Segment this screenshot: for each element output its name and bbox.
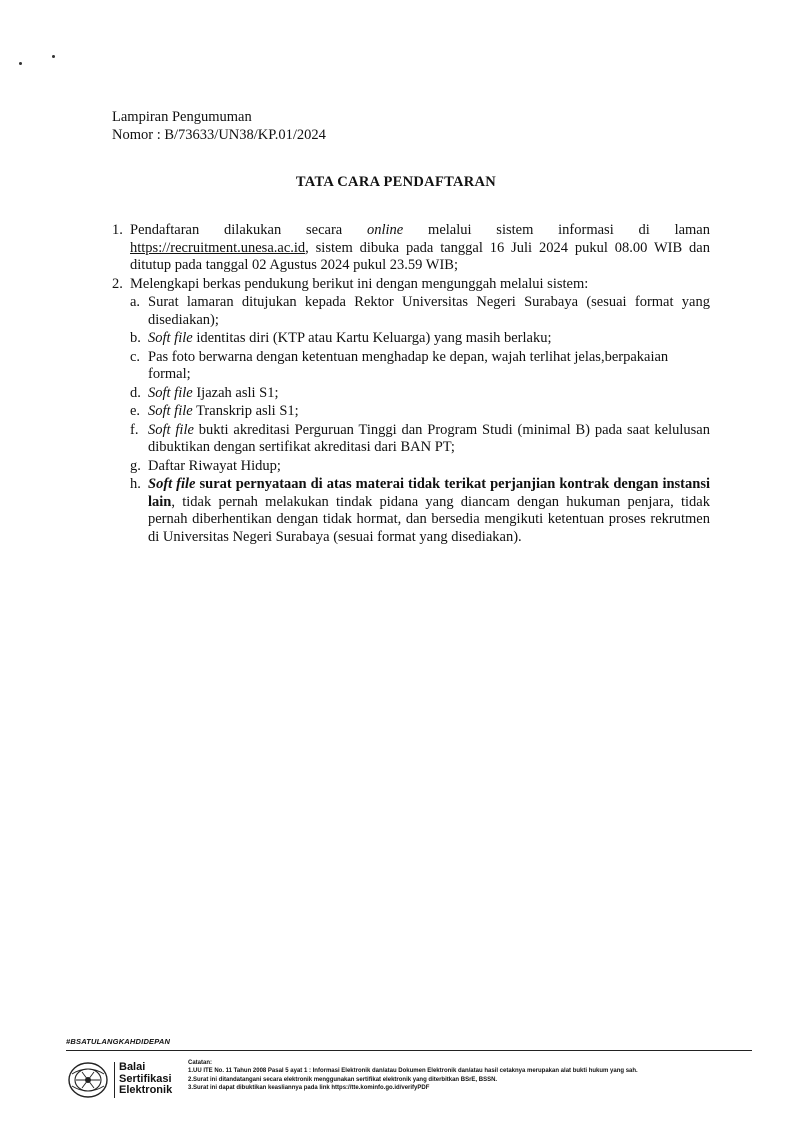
sub-item-letter: h. bbox=[130, 476, 141, 492]
item-text: Pendaftaran dilakukan secara bbox=[130, 222, 367, 238]
sub-item-letter: e. bbox=[130, 403, 141, 419]
note-line: 3.Surat ini dapat dibuktikan keasliannya pada link https://tte.kominfo.go.id/verifyPDF bbox=[188, 1085, 430, 1092]
sub-item-letter: b. bbox=[130, 330, 141, 346]
item-text: , sistem dibuka pada tanggal 16 Juli 2024 pukul 08.00 WIB dan ditutup pada tanggal 02 Agustus 2024 pukul 23.59 WIB; bbox=[130, 239, 710, 273]
sub-item-letter: f. bbox=[130, 421, 139, 438]
footer-slogan: #BSATULANGKAHDIDEPAN bbox=[66, 1037, 171, 1046]
sub-item-letter: g. bbox=[130, 457, 141, 474]
sub-item-italic: Soft file bbox=[148, 403, 193, 419]
document-number: Nomor : B/73633/UN38/KP.01/2024 bbox=[112, 127, 326, 143]
sub-item-text: identitas diri (KTP atau Kartu Keluarga) yang masih berlaku; bbox=[192, 330, 552, 346]
sub-item-text: Transkrip asli S1; bbox=[192, 403, 299, 419]
sub-item-text: Daftar Riwayat Hidup; bbox=[148, 457, 281, 474]
sub-item-letter: d. bbox=[130, 384, 141, 401]
page-title: TATA CARA PENDAFTARAN bbox=[295, 174, 497, 190]
sub-item-d bbox=[130, 385, 710, 403]
recruitment-link[interactable]: https://recruitment.unesa.ac.id bbox=[130, 239, 306, 256]
bsre-name-line: Sertifikasi bbox=[119, 1072, 172, 1085]
sub-item-italic: Soft file bbox=[148, 384, 193, 401]
document-body bbox=[112, 222, 710, 547]
sub-item-g bbox=[130, 458, 710, 476]
sub-item-h bbox=[130, 476, 710, 546]
footer-notes bbox=[188, 1059, 758, 1093]
sub-item-c bbox=[130, 349, 710, 384]
sub-item-italic: Soft file bbox=[148, 476, 196, 492]
sub-item-a bbox=[130, 294, 710, 329]
list-item-1 bbox=[112, 222, 710, 275]
sub-item-italic: Soft file bbox=[148, 330, 193, 346]
scan-speck bbox=[19, 62, 22, 65]
sub-item-text: bukti akreditasi Perguruan Tinggi dan Program Studi (minimal B) pada saat kelulusan dibuktikan dengan sertifikat akreditasi dari BAN PT; bbox=[148, 421, 710, 455]
bsre-logo-icon bbox=[66, 1060, 110, 1100]
sub-item-text: , tidak pernah melakukan tindak pidana yang diancam dengan hukuman penjara, tidak pernah diberhentikan dengan tidak hormat, dan bersedia mengikuti ketentuan proses rekrutmen di Universitas Negeri Surabaya (sesuai format yang disediakan). bbox=[148, 493, 710, 545]
note-line: 1.UU ITE No. 11 Tahun 2008 Pasal 5 ayat 1 : Informasi Elektronik dan/atau Dokumen Elektronik dan/atau hasil cetaknya merupakan alat bukti hukum yang sah. bbox=[188, 1068, 638, 1075]
bsre-divider bbox=[114, 1062, 115, 1098]
item-text: melalui sistem informasi di laman bbox=[403, 222, 710, 238]
sub-item-e bbox=[130, 403, 710, 421]
sub-item-f bbox=[130, 422, 710, 457]
sub-item-text: Ijazah asli S1; bbox=[192, 384, 279, 401]
document-header bbox=[112, 108, 326, 144]
footer-divider bbox=[66, 1050, 752, 1051]
note-line: 2.Surat ini ditandatangani secara elektronik menggunakan sertifikat elektronik yang diterbitkan BSrE, BSSN. bbox=[188, 1076, 498, 1083]
sub-item-b bbox=[130, 330, 710, 348]
sub-item-letter: c. bbox=[130, 348, 141, 365]
scan-speck bbox=[52, 55, 55, 58]
item-text: Melengkapi berkas pendukung berikut ini dengan mengunggah melalui sistem: bbox=[130, 275, 589, 292]
sub-item-text: Surat lamaran ditujukan kepada Rektor Universitas Negeri Surabaya (sesuai format yang disediakan); bbox=[148, 294, 710, 328]
bsre-name bbox=[119, 1062, 172, 1097]
attachment-label: Lampiran Pengumuman bbox=[112, 109, 252, 125]
item-number: 1. bbox=[112, 222, 123, 238]
sub-item-italic: Soft file bbox=[148, 421, 194, 438]
sub-item-letter: a. bbox=[130, 294, 141, 310]
sub-item-text: Pas foto berwarna dengan ketentuan menghadap ke depan, wajah terlihat jelas,berpakaian formal; bbox=[148, 348, 669, 382]
notes-title: Catatan: bbox=[188, 1060, 213, 1066]
item-number: 2. bbox=[112, 275, 123, 292]
bsre-name-line: Elektronik bbox=[119, 1084, 173, 1096]
bsre-name-line: Balai bbox=[119, 1061, 146, 1073]
item-text-italic: online bbox=[367, 222, 404, 238]
sub-item-bold: surat pernyataan di atas materai tidak terikat perjanjian kontrak dengan instansi lain bbox=[148, 476, 710, 510]
list-item-2 bbox=[112, 276, 710, 547]
